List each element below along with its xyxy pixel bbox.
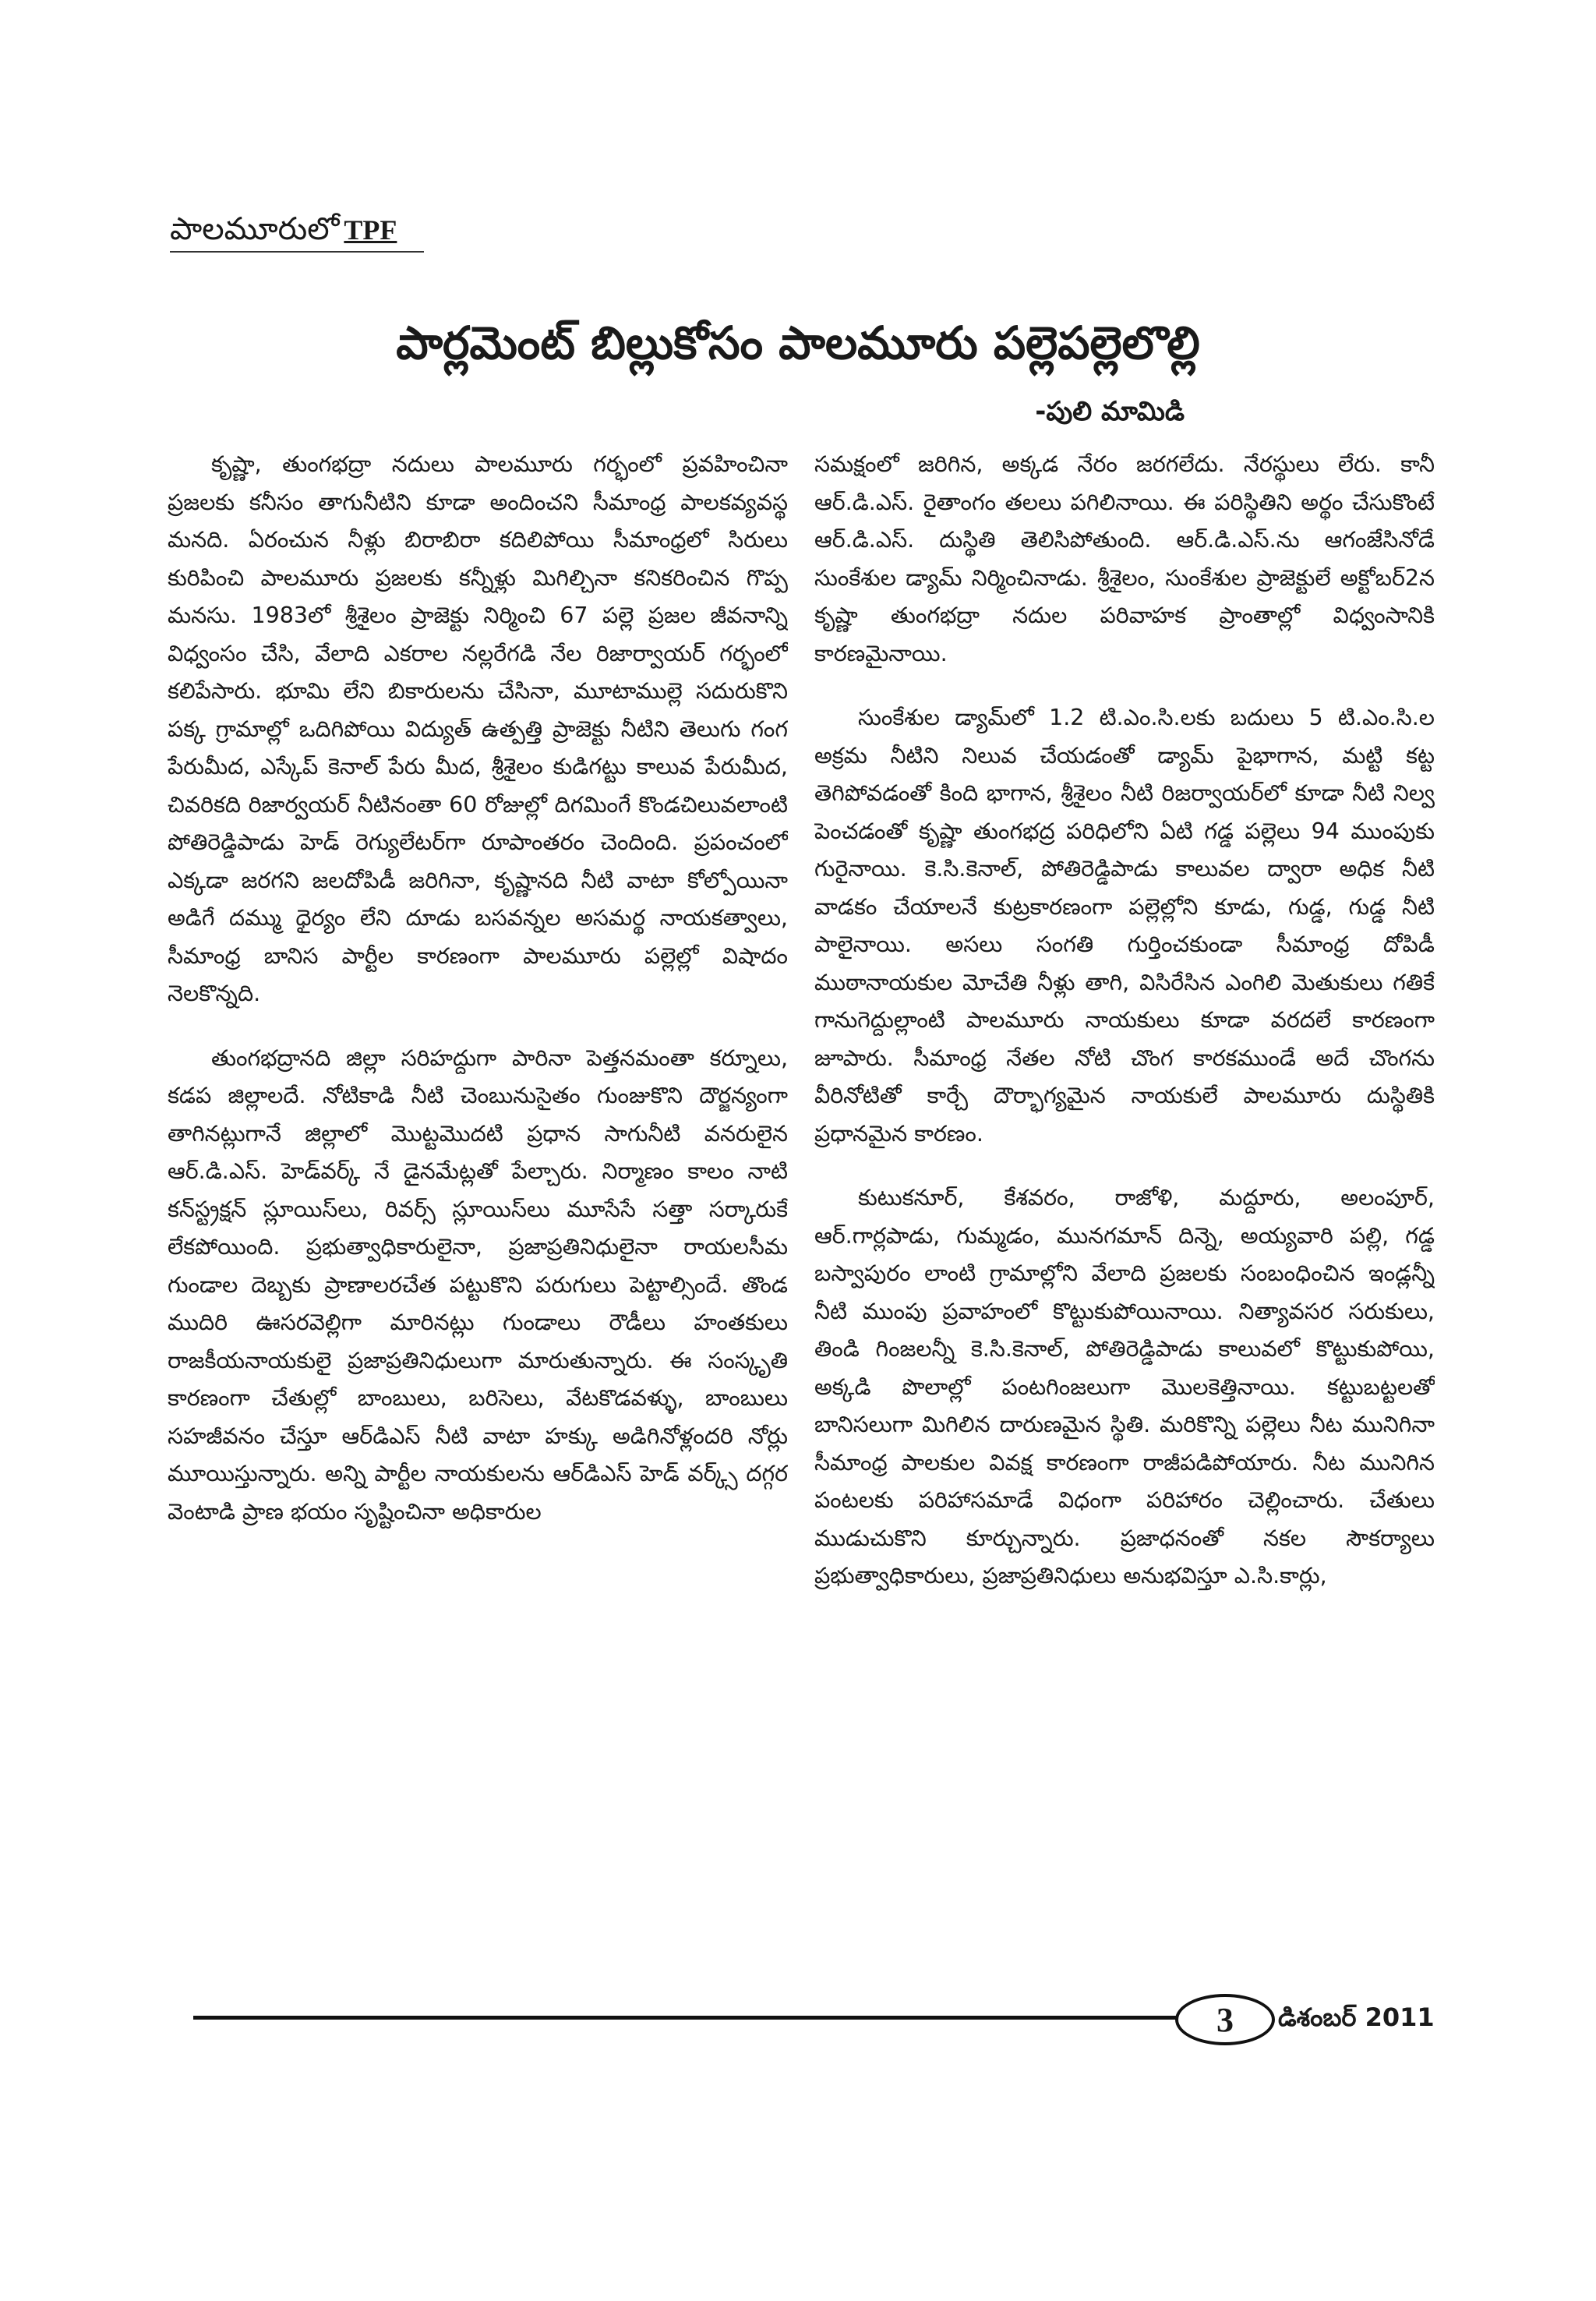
paragraph: కుటుకనూర్, కేశవరం, రాజోళి, మద్దూరు, అలంపూర్, ఆర్.గార్లపాడు, గుమ్మడం, మునగమాన్ దిన్నె, అయ్యవారి పల్లి, గడ్డ బస్వాపురం లాంటి గ్రామాల్లోని వేలాది ప్రజలకు సంబంధించిన ఇండ్లన్నీ నీటి ముంపు ప్రవాహంలో కొట్టుకుపోయినాయి. నిత్యావసర సరుకులు, తిండి గింజలన్నీ కె.సి.కెనాల్, పోతిరెడ్డిపాడు కాలువలో కొట్టుకుపోయి, అక్కడి పొలాల్లో పంటగింజలుగా మొలకెత్తినాయి. కట్టుబట్టలతో బానిసలుగా మిగిలిన దారుణమైన స్థితి. మరికొన్ని పల్లెలు నీట మునిగినా సీమాంధ్ర పాలకుల వివక్ష కారణంగా రాజీపడిపోయారు. నీట మునిగిన పంటలకు పరిహాసమాడే విధంగా పరిహారం చెల్లించారు. చేతులు ముడుచుకొని కూర్చున్నారు. ప్రజాధనంతో నకల సౌకర్యాలు ప్రభుత్వాధికారులు, ప్రజాప్రతినిధులు అనుభవిస్తూ ఎ.సి.కార్లు, bbox=[814, 1185, 1435, 1589]
footer-rule bbox=[193, 2016, 1178, 2020]
paragraph: కృష్ణా, తుంగభద్రా నదులు పాలమూరు గర్భంలో ప్రవహించినా ప్రజలకు కనీసం తాగునీటిని కూడా అందించని సీమాంధ్ర పాలకవ్యవస్థ మనది. ఏరంచున నీళ్లు బిరాబిరా కదిలిపోయి సీమాంధ్రలో సిరులు కురిపించి పాలమూరు ప్రజలకు కన్నీళ్లు మిగిల్చినా కనికరించిన గొప్ప మనసు. 1983లో శ్రీశైలం ప్రాజెక్టు నిర్మించి 67 పల్లె ప్రజల జీవనాన్ని విధ్వంసం చేసి, వేలాది ఎకరాల నల్లరేగడి నేల రిజార్వాయర్ గర్భంలో కలిపేసారు. భూమి లేని బికారులను చేసినా, మూటాముల్లె సదురుకొని పక్క గ్రామాల్లో ఒదిగిపోయి విద్యుత్ ఉత్పత్తి ప్రాజెక్టు నీటిని తెలుగు గంగ పేరుమీద, ఎస్కేప్ కెనాల్ పేరు మీద, శ్రీశైలం కుడిగట్టు కాలువ పేరుమీద, చివరికది రిజార్వయర్ నీటినంతా 60 రోజుల్లో దిగమింగే కొండచిలువలాంటి పోతిరెడ్డిపాడు హెడ్ రెగ్యులేటర్‌గా రూపాంతరం చెందింది. ప్రపంచంలో ఎక్కడా జరగని జలదోపిడీ జరిగినా, కృష్ణానది నీటి వాటా కోల్పోయినా అడిగే దమ్ము ధైర్యం లేని దూడు బసవన్నల అసమర్థ నాయకత్వాలు, సీమాంధ్ర బానిస పార్టీల కారణంగా పాలమూరు పల్లెల్లో విషాదం నెలకొన్నది. bbox=[168, 451, 788, 1006]
paragraph: సమక్షంలో జరిగిన, అక్కడ నేరం జరగలేదు. నేరస్థులు లేరు. కానీ ఆర్.డి.ఎస్. రైతాంగం తలలు పగిలినాయి. ఈ పరిస్థితిని అర్థం చేసుకొంటే ఆర్.డి.ఎస్. దుస్థితి తెలిసిపోతుంది. ఆర్.డి.ఎస్.ను ఆగంజేసినోడే సుంకేశుల డ్యామ్ నిర్మించినాడు. శ్రీశైలం, సుంకేశుల ప్రాజెక్టులే అక్టోబర్2న కృష్ణా తుంగభద్రా నదుల పరివాహక ప్రాంతాల్లో విధ్వంసానికి కారణమైనాయి. bbox=[814, 451, 1435, 666]
page-number bbox=[1175, 1994, 1275, 2045]
section-underline bbox=[170, 251, 424, 253]
section-name: పాలమూరులో bbox=[170, 211, 340, 247]
paragraph: సుంకేశుల డ్యామ్‌లో 1.2 టి.ఎం.సి.లకు బదులు 5 టి.ఎం.సి.ల అక్రమ నీటిని నిలువ చేయడంతో డ్యామ్ పైభాగాన, మట్టి కట్ట తెగిపోవడంతో కింది భాగాన, శ్రీశైలం నీటి రిజర్వాయర్‌లో కూడా నీటి నిల్వ పెంచడంతో కృష్ణా తుంగభద్ర పరిధిలోని ఏటి గడ్డ పల్లెలు 94 ముంపుకు గురైనాయి. కె.సి.కెనాల్, పోతిరెడ్డిపాడు కాలువల ద్వారా అధిక నీటి వాడకం చేయాలనే కుట్రకారణంగా పల్లెల్లోని కూడు, గుడ్డ, గుడ్డ నీటి పాలైనాయి. అసలు సంగతి గుర్తించకుండా సీమాంధ్ర దోపిడీ ముఠానాయకుల మోచేతి నీళ్లు తాగి, విసిరేసిన ఎంగిలి మెతుకులు గతికే గానుగెద్దుల్లాంటి పాలమూరు నాయకులు కూడా వరదలే కారణంగా జూపారు. సీమాంధ్ర నేతల నోటి చొంగ కారకముండే అదే చొంగను వీరినోటితో కార్చే దౌర్భాగ్యమైన నాయకులే పాలమూరు దుస్థితికి ప్రధానమైన కారణం. bbox=[814, 705, 1435, 1147]
article-title: పార్లమెంట్ బిల్లుకోసం పాలమూరు పల్లెపల్లెలొల్లి bbox=[396, 316, 1200, 369]
article-author: -పులి మామిడి bbox=[1035, 396, 1185, 427]
paragraph: తుంగభద్రానది జిల్లా సరిహద్దుగా పారినా పెత్తనమంతా కర్నూలు, కడప జిల్లాలదే. నోటికాడి నీటి చెంబునుసైతం గుంజుకొని దౌర్జన్యంగా తాగినట్లుగానే జిల్లాలో మొట్టమొదటి ప్రధాన సాగునీటి వనరులైన ఆర్.డి.ఎస్. హెడ్‌వర్క్ ‌నే డైనమేట్లతో పేల్చారు. నిర్మాణం కాలం నాటి కన్‌స్ట్రక్షన్ స్లూయిస్‌లు, రివర్స్ స్లూయిస్‌లు మూసేసే సత్తా సర్కారుకే లేకపోయింది. ప్రభుత్వాధికారులైనా, ప్రజాప్రతినిధులైనా రాయలసీమ గుండాల దెబ్బకు ప్రాణాలరచేత పట్టుకొని పరుగులు పెట్టాల్సిందే. తొండ ముదిరి ఊసరవెల్లిగా మారినట్లు గుండాలు రౌడీలు హంతకులు రాజకీయనాయకులై ప్రజాప్రతినిధులుగా మారుతున్నారు. ఈ సంస్కృతి కారణంగా చేతుల్లో బాంబులు, బరిసెలు, వేటకొడవళ్ళు, బాంబులు సహజీవనం చేస్తూ ఆర్‌డిఎస్ నీటి వాటా హక్కు అడిగినోళ్లందరి నోర్లు మూయిస్తున్నారు. అన్ని పార్టీల నాయకులను ఆర్‌డిఎస్ హెడ్ వర్క్స్ దగ్గర వెంటాడి ప్రాణ భయం సృష్టించినా అధికారుల bbox=[168, 1044, 788, 1525]
section-label bbox=[170, 207, 397, 252]
issue-date: డిశంబర్ 2011 bbox=[1278, 2002, 1435, 2032]
left-column bbox=[168, 446, 788, 2301]
section-tag: TPF bbox=[344, 214, 397, 246]
page-number-text: 3 bbox=[1216, 2000, 1234, 2039]
